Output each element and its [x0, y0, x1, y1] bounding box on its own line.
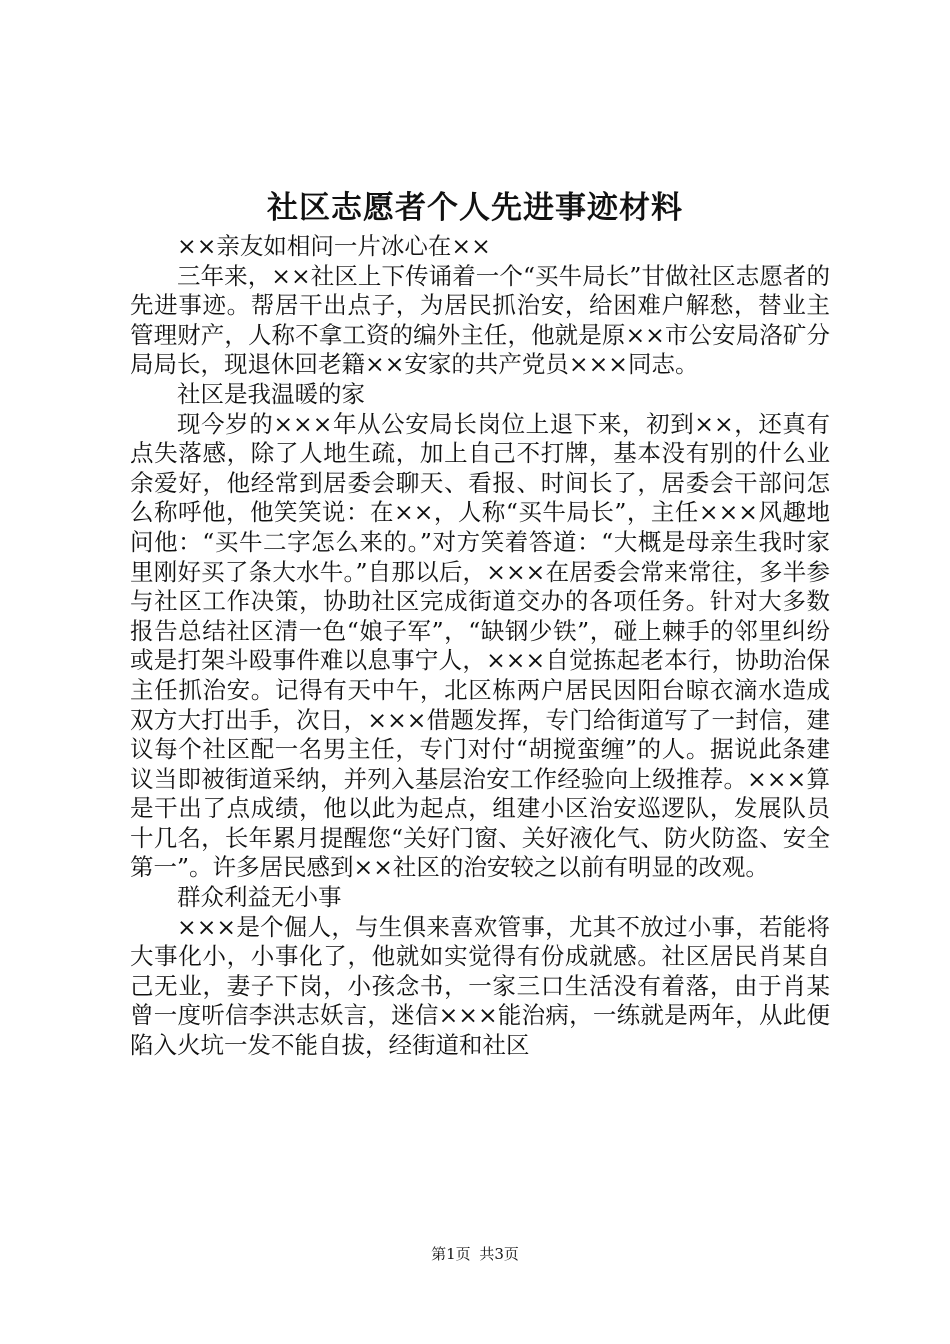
section-heading-warm-home: 社区是我温暖的家	[177, 379, 365, 408]
paragraph-no-small-matters: ×××是个倔人，与生俱来喜欢管事，尤其不放过小事，若能将大事化小，小事化了，他就如实觉得有份成就感。社区居民肖某自己无业，妻子下岗，小孩念书，一家三口生活没有着落，由于肖某曾一度听信李洪志妖言，迷信×××能治病，一练就是两年，从此便陷入火坑一发不能自拔，经街道和社区	[130, 912, 830, 1060]
page-footer	[0, 1244, 950, 1264]
section-heading-no-small-matters: 群众利益无小事	[177, 883, 342, 912]
document-subtitle: ××亲友如相问一片冰心在××	[177, 232, 491, 260]
document-body	[130, 232, 830, 1061]
document-title: 社区志愿者个人先进事迹材料	[267, 190, 683, 226]
page-number: 第1页	[431, 1245, 471, 1263]
page-total: 共3页	[479, 1245, 519, 1263]
paragraph-intro: 三年来，××社区上下传诵着一个“买牛局长”甘做社区志愿者的先进事迹。帮居干出点子，为居民抓治安，给困难户解愁，替业主管理财产，人称不拿工资的编外主任，他就是原××市公安局洛矿分局局长，现退休回老籍××安家的共产党员×××同志。	[130, 261, 830, 379]
paragraph-warm-home: 现今岁的×××年从公安局长岗位上退下来，初到××，还真有点失落感，除了人地生疏，加上自己不打牌，基本没有别的什么业余爱好，他经常到居委会聊天、看报、时间长了，居委会干部问怎么称呼他，他笑笑说：在××，人称“买牛局长”，主任×××风趣地问他：“买牛二字怎么来的。”对方笑着答道：“大概是母亲生我时家里刚好买了条大水牛。”自那以后，×××在居委会常来常往，多半参与社区工作决策，协助社区完成街道交办的各项任务。针对大多数报告总结社区清一色“娘子军”，“缺钢少铁”，碰上棘手的邻里纠纷或是打架斗殴事件难以息事宁人，×××自觉拣起老本行，协助治保主任抓治安。记得有天中午，北区栋两户居民因阳台晾衣滴水造成双方大打出手，次日，×××借题发挥，专门给街道写了一封信，建议每个社区配一名男主任，专门对付“胡搅蛮缠”的人。据说此条建议当即被街道采纳，并列入基层治安工作经验向上级推荐。×××算是干出了点成绩，他以此为起点，组建小区治安巡逻队，发展队员十几名，长年累月提醒您“关好门窗、关好液化气、防火防盗、安全第一”。许多居民感到××社区的治安较之以前有明显的改观。	[130, 409, 830, 882]
